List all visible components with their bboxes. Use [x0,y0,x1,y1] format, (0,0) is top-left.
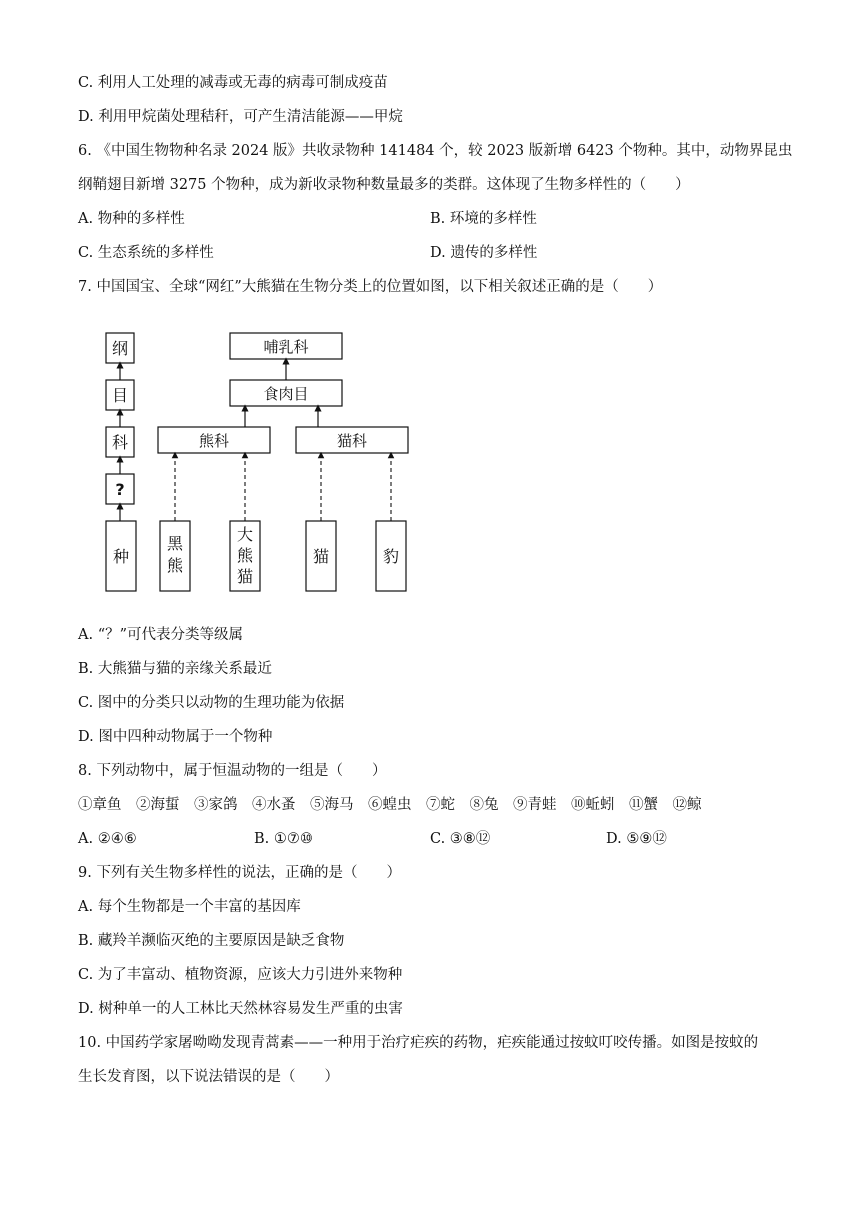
label-giant-panda-2: 熊 [236,546,254,565]
q8-option-c: C. ③⑧⑫ [430,831,491,847]
q9-stem: 9. 下列有关生物多样性的说法，正确的是（ ） [78,865,401,881]
label-black-bear-1: 黑 [166,534,184,553]
left-column [106,333,136,591]
q9-option-d: D. 树种单一的人工林比天然林容易发生严重的虫害 [78,1001,403,1017]
q6-option-d: D. 遗传的多样性 [430,245,538,261]
q6-stem-line2: 纲鞘翅目新增 3275 个物种，成为新收录物种数量最多的类群。这体现了生物多样性的（ ） [78,177,690,193]
label-black-bear-2: 熊 [166,556,184,575]
taxonomy-tree [158,333,408,591]
label-felidae: 猫科 [336,432,368,450]
label-mammal: 哺乳科 [263,338,309,356]
rank-label-unknown: ? [115,480,125,499]
q10-stem-line1: 10. 中国药学家屠呦呦发现青蒿素——一种用于治疗疟疾的药物，疟疾能通过按蚊叮咬传播。如图是按蚊的 [78,1035,759,1051]
q8-stem: 8. 下列动物中，属于恒温动物的一组是（ ） [78,763,387,779]
q6-option-b: B. 环境的多样性 [430,211,537,227]
q7-stem: 7. 中国国宝、全球“网红”大熊猫在生物分类上的位置如图，以下相关叙述正确的是（ ） [78,279,663,295]
q8-option-b: B. ①⑦⑩ [254,831,313,847]
label-cat: 猫 [312,547,330,566]
label-leopard: 豹 [382,547,400,566]
q5-option-d: D. 利用甲烷菌处理秸秆，可产生清洁能源——甲烷 [78,109,403,125]
q7-option-b: B. 大熊猫与猫的亲缘关系最近 [78,661,272,677]
q7-option-c: C. 图中的分类只以动物的生理功能为依据 [78,695,345,711]
label-giant-panda-3: 猫 [236,567,254,586]
rank-label-class: 纲 [111,339,129,358]
label-ursidae: 熊科 [198,432,230,450]
label-giant-panda-1: 大 [236,525,254,544]
q7-option-d: D. 图中四种动物属于一个物种 [78,729,273,745]
rank-label-family: 科 [111,433,129,452]
label-carnivora: 食肉目 [263,385,309,403]
q10-stem-line2: 生长发育图，以下说法错误的是（ ） [78,1069,339,1085]
q5-option-c: C. 利用人工处理的减毒或无毒的病毒可制成疫苗 [78,75,388,91]
q9-option-c: C. 为了丰富动、植物资源，应该大力引进外来物种 [78,967,403,983]
q6-option-c: C. 生态系统的多样性 [78,245,214,261]
q6-stem-line1: 6. 《中国生物物种名录 2024 版》共收录物种 141484 个，较 2023 版新增 6423 个物种。其中，动物界昆虫 [78,143,793,159]
q8-animal-list: ①章鱼 ②海蜇 ③家鸽 ④水蚤 ⑤海马 ⑥蝗虫 ⑦蛇 ⑧兔 ⑨青蛙 ⑩蚯蚓 ⑪蟹 ⑫鲸 [78,797,702,813]
q8-option-d: D. ⑤⑨⑫ [606,831,667,847]
q9-option-a: A. 每个生物都是一个丰富的基因库 [78,899,301,915]
q6-option-a: A. 物种的多样性 [78,211,185,227]
q7-option-a: A. “？”可代表分类等级属 [78,627,244,643]
rank-label-species: 种 [112,547,130,566]
rank-label-order: 目 [111,386,129,405]
classification-diagram [100,325,420,595]
q9-option-b: B. 藏羚羊濒临灭绝的主要原因是缺乏食物 [78,933,345,949]
q8-option-a: A. ②④⑥ [78,831,137,847]
